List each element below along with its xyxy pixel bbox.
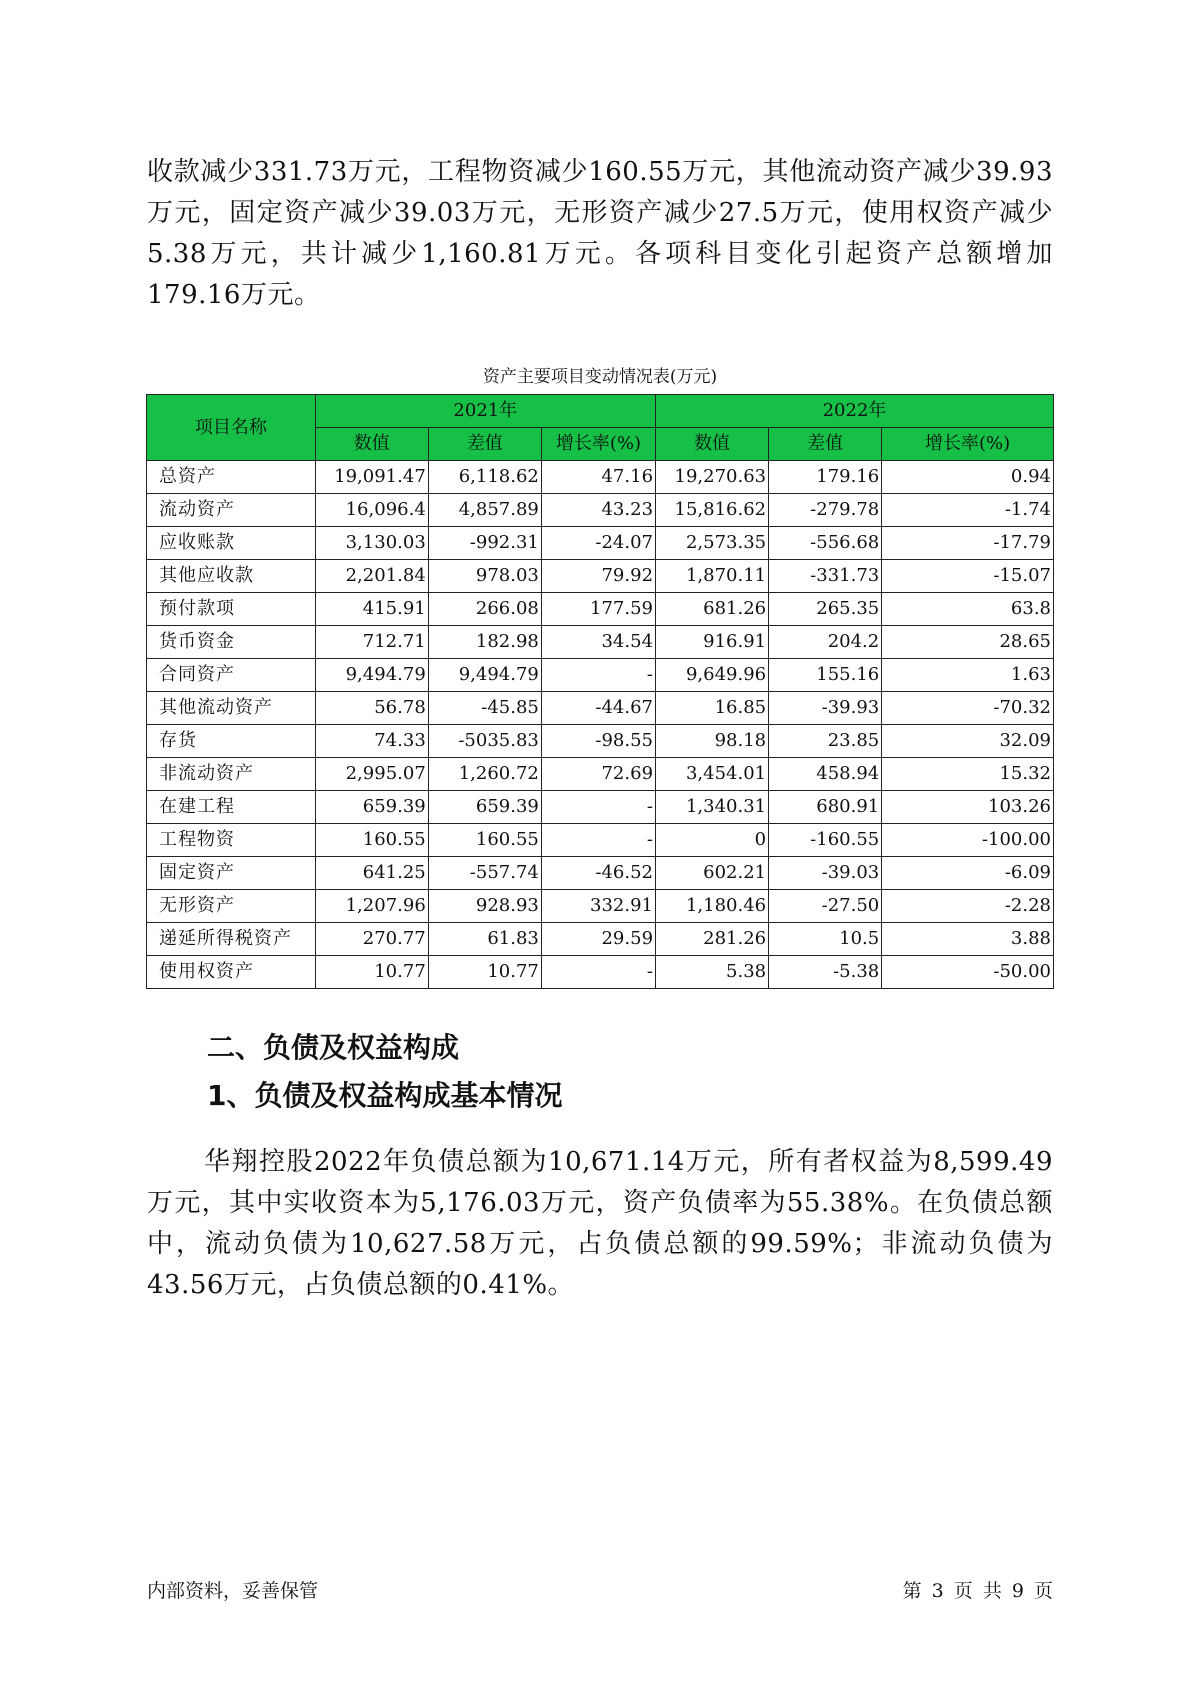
- table-cell: -: [541, 824, 655, 857]
- table-cell: -100.00: [882, 824, 1054, 857]
- header-year-2022: 2022年: [656, 395, 1054, 428]
- table-cell: 177.59: [541, 593, 655, 626]
- table-cell: -279.78: [769, 494, 882, 527]
- subheader-diff-2021: 差值: [428, 428, 541, 461]
- table-cell: 160.55: [315, 824, 428, 857]
- table-cell: -5.38: [769, 956, 882, 989]
- table-cell: 56.78: [315, 692, 428, 725]
- table-cell: 179.16: [769, 461, 882, 494]
- table-cell: 281.26: [656, 923, 769, 956]
- table-cell: 61.83: [428, 923, 541, 956]
- table-cell: 712.71: [315, 626, 428, 659]
- table-cell: 10.77: [428, 956, 541, 989]
- table-cell: 103.26: [882, 791, 1054, 824]
- row-label: 合同资产: [147, 659, 316, 692]
- table-cell: -46.52: [541, 857, 655, 890]
- table-cell: 266.08: [428, 593, 541, 626]
- table-cell: -98.55: [541, 725, 655, 758]
- table-cell: -: [541, 659, 655, 692]
- row-label: 使用权资产: [147, 956, 316, 989]
- table-cell: 2,201.84: [315, 560, 428, 593]
- table-cell: 1.63: [882, 659, 1054, 692]
- table-row: [147, 923, 1054, 956]
- row-label: 固定资产: [147, 857, 316, 890]
- row-label: 其他应收款: [147, 560, 316, 593]
- footer-confidential-note: 内部资料，妥善保管: [147, 1580, 319, 1602]
- table-cell: 74.33: [315, 725, 428, 758]
- table-cell: 3.88: [882, 923, 1054, 956]
- table-cell: -50.00: [882, 956, 1054, 989]
- table-cell: 15.32: [882, 758, 1054, 791]
- table-body: [147, 461, 1054, 989]
- table-cell: -45.85: [428, 692, 541, 725]
- subheader-value-2022: 数值: [656, 428, 769, 461]
- table-cell: 0.94: [882, 461, 1054, 494]
- table-cell: 79.92: [541, 560, 655, 593]
- subheader-rate-2022: 增长率(%): [882, 428, 1054, 461]
- table-cell: 332.91: [541, 890, 655, 923]
- table-cell: 0: [656, 824, 769, 857]
- table-cell: -44.67: [541, 692, 655, 725]
- table-row: [147, 692, 1054, 725]
- table-cell: 72.69: [541, 758, 655, 791]
- row-label: 无形资产: [147, 890, 316, 923]
- header-year-2021: 2021年: [315, 395, 655, 428]
- table-row: [147, 956, 1054, 989]
- table-cell: 659.39: [315, 791, 428, 824]
- intro-paragraph: 收款减少331.73万元，工程物资减少160.55万元，其他流动资产减少39.93万元，固定资产减少39.03万元，无形资产减少27.5万元，使用权资产减少5.38万元，共计减少1,160.81万元。各项科目变化引起资产总额增加179.16万元。: [147, 157, 1053, 310]
- table-cell: -1.74: [882, 494, 1054, 527]
- table-cell: 680.91: [769, 791, 882, 824]
- table-cell: -6.09: [882, 857, 1054, 890]
- table-row: [147, 824, 1054, 857]
- table-cell: 182.98: [428, 626, 541, 659]
- subheader-value-2021: 数值: [315, 428, 428, 461]
- table-cell: -24.07: [541, 527, 655, 560]
- table-cell: 928.93: [428, 890, 541, 923]
- table-cell: 916.91: [656, 626, 769, 659]
- subheader-rate-2021: 增长率(%): [541, 428, 655, 461]
- table-cell: 458.94: [769, 758, 882, 791]
- table-cell: 978.03: [428, 560, 541, 593]
- table-cell: 9,494.79: [315, 659, 428, 692]
- table-cell: 641.25: [315, 857, 428, 890]
- table-row: [147, 527, 1054, 560]
- table-row: [147, 560, 1054, 593]
- table-cell: 98.18: [656, 725, 769, 758]
- table-cell: 43.23: [541, 494, 655, 527]
- section-heading: 二、负债及权益构成: [207, 1031, 460, 1064]
- table-cell: 659.39: [428, 791, 541, 824]
- row-label: 在建工程: [147, 791, 316, 824]
- body-paragraph: 华翔控股2022年负债总额为10,671.14万元，所有者权益为8,599.49万元，其中实收资本为5,176.03万元，资产负债率为55.38%。在负债总额中，流动负债为10,627.58万元，占负债总额的99.59%；非流动负债为43.56万元，占负债总额的0.41%。: [147, 1147, 1053, 1300]
- row-label: 存货: [147, 725, 316, 758]
- row-label: 预付款项: [147, 593, 316, 626]
- table-cell: 265.35: [769, 593, 882, 626]
- table-cell: 1,207.96: [315, 890, 428, 923]
- table-cell: -5035.83: [428, 725, 541, 758]
- table-cell: 2,573.35: [656, 527, 769, 560]
- row-label: 递延所得税资产: [147, 923, 316, 956]
- table-cell: 1,180.46: [656, 890, 769, 923]
- table-cell: 204.2: [769, 626, 882, 659]
- row-label: 非流动资产: [147, 758, 316, 791]
- table-cell: 63.8: [882, 593, 1054, 626]
- table-row: [147, 659, 1054, 692]
- row-label: 货币资金: [147, 626, 316, 659]
- table-row: [147, 890, 1054, 923]
- table-cell: 6,118.62: [428, 461, 541, 494]
- table-row: [147, 461, 1054, 494]
- table-row: [147, 725, 1054, 758]
- table-cell: 160.55: [428, 824, 541, 857]
- row-label: 其他流动资产: [147, 692, 316, 725]
- table-cell: 155.16: [769, 659, 882, 692]
- table-cell: 10.77: [315, 956, 428, 989]
- table-cell: -39.03: [769, 857, 882, 890]
- table-cell: -556.68: [769, 527, 882, 560]
- table-cell: 29.59: [541, 923, 655, 956]
- table-cell: 3,130.03: [315, 527, 428, 560]
- subsection-heading: 1、负债及权益构成基本情况: [207, 1079, 563, 1112]
- table-cell: 34.54: [541, 626, 655, 659]
- table-cell: -70.32: [882, 692, 1054, 725]
- table-cell: 1,870.11: [656, 560, 769, 593]
- table-cell: -: [541, 791, 655, 824]
- table-cell: 681.26: [656, 593, 769, 626]
- table-cell: 47.16: [541, 461, 655, 494]
- row-label: 流动资产: [147, 494, 316, 527]
- table-cell: 1,260.72: [428, 758, 541, 791]
- table-row: [147, 758, 1054, 791]
- table-cell: -992.31: [428, 527, 541, 560]
- table-cell: 23.85: [769, 725, 882, 758]
- subheader-diff-2022: 差值: [769, 428, 882, 461]
- table-cell: -160.55: [769, 824, 882, 857]
- table-cell: -: [541, 956, 655, 989]
- table-cell: 602.21: [656, 857, 769, 890]
- table-cell: 270.77: [315, 923, 428, 956]
- table-cell: 3,454.01: [656, 758, 769, 791]
- header-item-name: 项目名称: [147, 395, 316, 461]
- table-cell: -17.79: [882, 527, 1054, 560]
- table-cell: 9,649.96: [656, 659, 769, 692]
- table-cell: 4,857.89: [428, 494, 541, 527]
- footer-page-number: 第 3 页 共 9 页: [902, 1580, 1053, 1602]
- table-cell: 19,270.63: [656, 461, 769, 494]
- table-cell: 5.38: [656, 956, 769, 989]
- table-row: [147, 791, 1054, 824]
- table-cell: -27.50: [769, 890, 882, 923]
- table-cell: 10.5: [769, 923, 882, 956]
- table-cell: -39.93: [769, 692, 882, 725]
- table-row: [147, 593, 1054, 626]
- table-cell: 15,816.62: [656, 494, 769, 527]
- table-caption: 资产主要项目变动情况表(万元): [482, 367, 718, 387]
- table-cell: -331.73: [769, 560, 882, 593]
- table-cell: -15.07: [882, 560, 1054, 593]
- table-cell: 9,494.79: [428, 659, 541, 692]
- table-cell: 16.85: [656, 692, 769, 725]
- table-row: [147, 626, 1054, 659]
- table-cell: 28.65: [882, 626, 1054, 659]
- table-cell: 415.91: [315, 593, 428, 626]
- table-cell: 2,995.07: [315, 758, 428, 791]
- table-row: [147, 494, 1054, 527]
- table-row: [147, 857, 1054, 890]
- table-cell: 19,091.47: [315, 461, 428, 494]
- row-label: 总资产: [147, 461, 316, 494]
- row-label: 应收账款: [147, 527, 316, 560]
- table-cell: 32.09: [882, 725, 1054, 758]
- table-cell: -2.28: [882, 890, 1054, 923]
- asset-change-table: [146, 394, 1054, 989]
- table-cell: -557.74: [428, 857, 541, 890]
- table-cell: 16,096.4: [315, 494, 428, 527]
- table-cell: 1,340.31: [656, 791, 769, 824]
- row-label: 工程物资: [147, 824, 316, 857]
